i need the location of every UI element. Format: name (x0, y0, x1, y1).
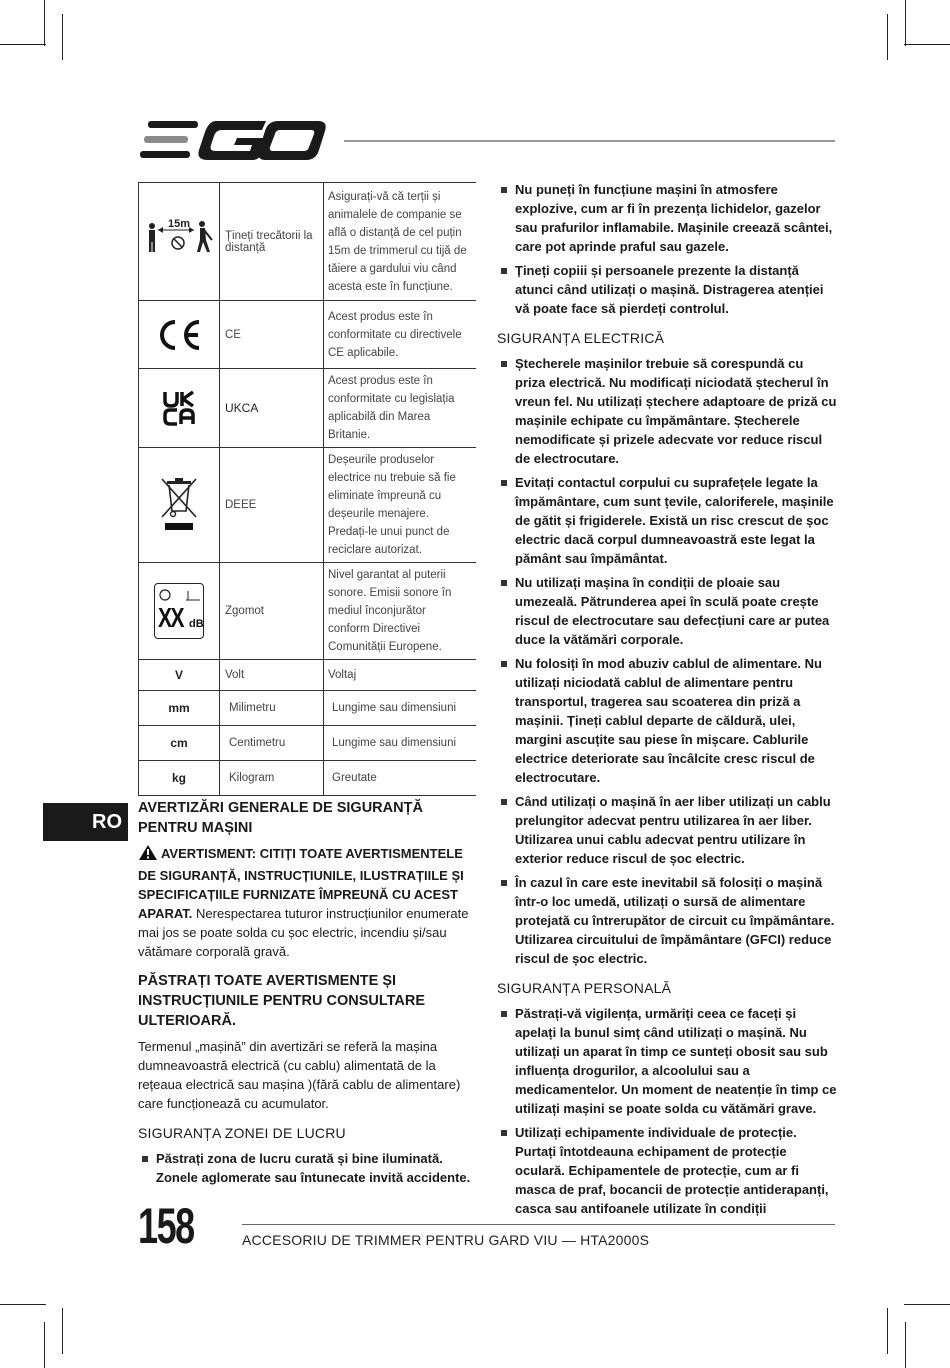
noise-unit: dB (189, 618, 204, 630)
list-item: Utilizați echipamente individuale de protecție. Purtați întotdeauna echipament de protecție oculară. Echipamentele de protecție, cum ar fi masca de praf, bocancii de protecție antiderapanți, casca sau antifoanele utilizate în condiții (497, 1123, 837, 1218)
table-row (139, 726, 477, 761)
crop-mark (0, 1304, 46, 1305)
symbol-description: Asigurați-vă că terții și animalele de companie se află o distanță de cel puțin 15m de trimmerul cu tijă de tăiere a gardului viu când acesta este în funcțiune. (324, 183, 477, 301)
ukca-mark-icon (139, 369, 220, 448)
page-number: 158 (138, 1198, 194, 1254)
symbol-description: Voltaj (324, 660, 477, 691)
symbol-name: Țineți trecătorii la distanță (220, 183, 324, 301)
section-title-keep: PĂSTRAȚI TOATE AVERTISMENTE ȘI INSTRUCȚIUNILE PENTRU CONSULTARE ULTERIOARĂ. (138, 973, 426, 1029)
left-column (138, 798, 476, 1197)
table-row (139, 369, 477, 448)
section-title-general: AVERTIZĂRI GENERALE DE SIGURANȚĂ PENTRU MAȘINI (138, 800, 423, 836)
distance-label: 15m (167, 217, 191, 230)
term-paragraph: Termenul „mașină” din avertizări se referă la mașina dumneavoastră electrică (cu cablu) alimentată de la rețeaua electrică sau mașina )(fără cablu de alimentare) care funcționează cu acumulator. (138, 1039, 461, 1111)
list-item: Nu folosiți în mod abuziv cablul de alimentare. Nu utilizați niciodată cablul de alimentare pentru transportul, tragerea sau scoaterea din priză a mașinii. Țineți cablul departe de căldură, ulei, margini ascuțite sau piese în mișcare. Cablurile electrice deteriorate sau încâlcite cresc riscul de electrocutare. (497, 654, 837, 787)
crop-mark (44, 1322, 45, 1368)
unit-symbol: cm (139, 726, 220, 761)
table-row (139, 691, 477, 726)
work-area-list (138, 1149, 476, 1187)
weee-bin-icon (139, 448, 220, 563)
list-item: Când utilizați o mașină în aer liber utilizați un cablu prelungitor adecvat pentru utilizarea în aer liber. Utilizarea unui cablu adecvat pentru utilizare în exterior reduce riscul de șoc electric. (497, 792, 837, 868)
work-area-list-continued (497, 180, 837, 318)
unit-symbol: V (139, 660, 220, 691)
crop-mark (0, 44, 46, 45)
crop-mark (904, 44, 950, 45)
crop-mark (904, 1304, 950, 1305)
symbol-name: Zgomot (220, 563, 324, 660)
warning-paragraph (138, 844, 476, 961)
symbol-name: Milimetru (220, 691, 324, 726)
symbol-description: Nivel garantat al puterii sonore. Emisii sonore în mediul înconjurător conform Directivei Comunității Europene. (324, 563, 477, 660)
list-item: Ștecherele mașinilor trebuie să corespundă cu priza electrică. Nu modificați niciodată ștecherul în vreun fel. Nu utilizați ștechere adaptoare de priză cu mașinile echipate cu împământare. Ștecherele nemodificate și prizele adecvate vor reduce riscul de electrocutare. (497, 354, 837, 468)
table-row (139, 563, 477, 660)
unit-symbol: mm (139, 691, 220, 726)
symbol-description: Greutate (324, 761, 477, 796)
section-title-personal: SIGURANȚA PERSONALĂ (497, 980, 672, 996)
list-item: Nu utilizați mașina în condiții de ploaie sau umezeală. Pătrunderea apei în sculă poate crește riscul de electrocutare sau defecțiuni care ar putea duce la vătămări corporale. (497, 573, 837, 649)
symbols-table (138, 182, 476, 796)
symbol-name: CE (220, 301, 324, 369)
symbol-name: DEEE (220, 448, 324, 563)
symbol-description: Lungime sau dimensiuni (324, 691, 477, 726)
table-row (139, 448, 477, 563)
list-item: În cazul în care este inevitabil să folosiți o mașină într-o loc umedă, utilizați o sursă de alimentare protejată cu întrerupător de circuit cu împământare. Utilizarea circuitului de împământare (GFCI) reduce riscul de șoc electric. (497, 873, 837, 968)
crop-mark (62, 14, 63, 60)
personal-list (497, 1004, 837, 1218)
table-row (139, 761, 477, 796)
language-tab: RO (43, 803, 128, 841)
warning-triangle-icon (138, 844, 158, 866)
symbol-description: Lungime sau dimensiuni (324, 726, 477, 761)
symbol-description: Deșeurile produselor electrice nu trebuie să fie eliminate împreună cu deșeurile menajere. Predați-le unui punct de reciclare autorizat. (324, 448, 477, 563)
list-item: Țineți copiii și persoanele prezente la distanță atunci când utilizați o mașină. Distragerea atenției vă poate face să pierdeți controlul. (497, 261, 837, 318)
crop-mark (887, 14, 888, 60)
table-row (139, 301, 477, 369)
table-row (139, 660, 477, 691)
noise-value: XX (158, 602, 184, 633)
warning-bold-text: AVERTISMENT: CITIȚI TOATE AVERTISMENTELE DE SIGURANȚĂ, INSTRUCȚIUNILE, ILUSTRAȚIILE ȘI SPECIFICAȚIILE FURNIZATE ÎMPREUNĂ CU ACEST APARAT. (138, 846, 464, 921)
section-title-electrical: SIGURANȚA ELECTRICĂ (497, 330, 665, 346)
crop-mark (905, 1322, 906, 1368)
right-column (497, 180, 837, 1228)
warning-text: Nerespectarea tuturor instrucțiunilor enumerate mai jos se poate solda cu șoc electric, incendiu și/sau vătămare corporală gravă. (138, 906, 469, 959)
noise-level-icon (139, 563, 220, 660)
crop-mark (44, 0, 45, 46)
symbol-name: UKCA (220, 369, 324, 448)
symbol-description: Acest produs este în conformitate cu legislația aplicabilă din Marea Britanie. (324, 369, 477, 448)
symbol-name: Centimetru (220, 726, 324, 761)
footer-title: ACCESORIU DE TRIMMER PENTRU GARD VIU — HTA2000S (242, 1232, 650, 1248)
list-item: Evitați contactul corpului cu suprafețele legate la împământare, cum sunt țevile, caloriferele, mașinile de gătit și frigiderele. Există un risc crescut de șoc electric dacă corpul dumneavoastră este legat la pământ sau împământat. (497, 473, 837, 568)
bystander-distance-icon (139, 183, 220, 301)
ce-mark-icon (139, 301, 220, 369)
symbol-description: Acest produs este în conformitate cu directivele CE aplicabile. (324, 301, 477, 369)
crop-mark (905, 0, 906, 46)
list-item: Păstrați zona de lucru curată și bine iluminată. Zonele aglomerate sau întunecate invită accidente. (138, 1149, 476, 1187)
section-title-work-area: SIGURANȚA ZONEI DE LUCRU (138, 1125, 346, 1141)
crop-mark (887, 1308, 888, 1354)
list-item: Păstrați-vă vigilența, urmăriți ceea ce faceți și apelați la bunul simț când utilizați o mașină. Nu utilizați un aparat în timp ce sunteți obosit sau sub influența drogurilor, a alcoolului sau a medicamentelor. Un moment de neatenție în timp ce utilizați mașini se poate solda cu vătămări grave. (497, 1004, 837, 1118)
table-row (139, 183, 477, 301)
ego-logo (138, 118, 328, 162)
list-item: Nu puneți în funcțiune mașini în atmosfere explozive, cum ar fi în prezența lichidelor, gazelor sau prafurilor inflamabile. Mașinile creează scântei, care pot aprinde praful sau gazele. (497, 180, 837, 256)
symbol-name: Kilogram (220, 761, 324, 796)
crop-mark (62, 1308, 63, 1354)
electrical-list (497, 354, 837, 968)
unit-symbol: kg (139, 761, 220, 796)
footer-rule (242, 1224, 835, 1225)
symbol-name: Volt (220, 660, 324, 691)
header-rule (344, 140, 835, 142)
